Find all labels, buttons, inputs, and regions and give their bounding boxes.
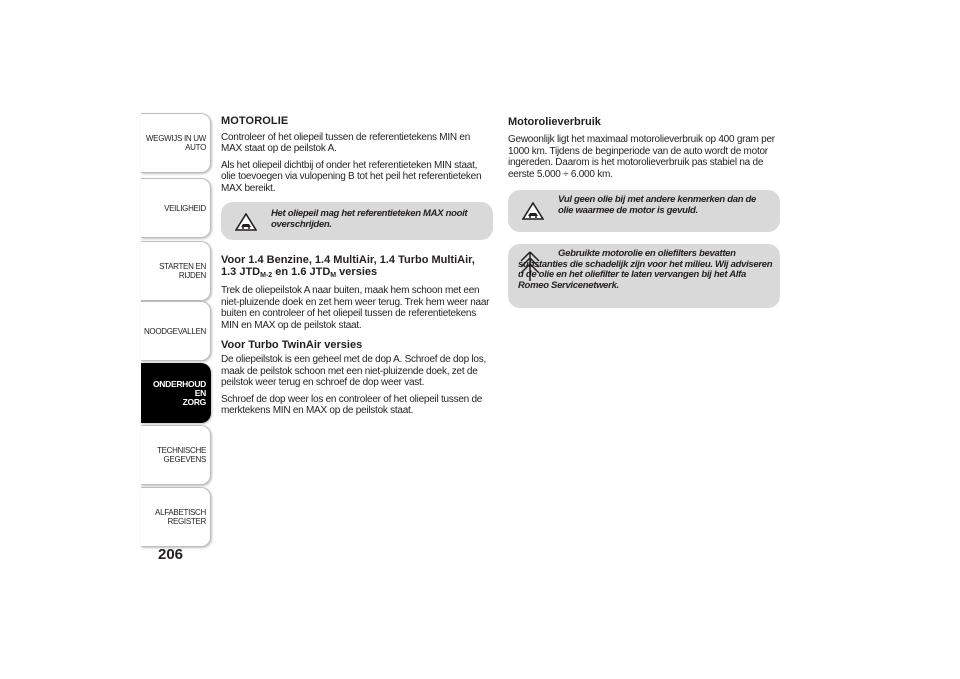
tab-label: VEILIGHEID bbox=[164, 203, 206, 213]
tab-label-line2: AUTO bbox=[185, 143, 206, 152]
tab-noodgevallen[interactable] bbox=[141, 301, 211, 361]
tab-starten-en-rijden[interactable] bbox=[141, 241, 211, 301]
tab-onderhoud-en-zorg[interactable] bbox=[141, 363, 211, 423]
tab-label: NOODGEVALLEN bbox=[143, 326, 206, 336]
tab-label-line1: ONDERHOUD EN bbox=[152, 378, 206, 398]
tab-wegwijs[interactable] bbox=[141, 113, 211, 173]
warning-car-icon bbox=[522, 202, 544, 220]
tab-label bbox=[141, 380, 206, 407]
environment-text: Gebruikte motorolie en oliefilters bevatten substanties die schadelijk zijn voor het milieu. Wij adviseren u de olie en het oliefilter te laten vervangen bij het Alfa Romeo Servicenetwerk. bbox=[518, 248, 773, 291]
tab-label-line2: REGISTER bbox=[167, 517, 206, 526]
subheading bbox=[221, 254, 493, 282]
paragraph: Trek de oliepeilstok A naar buiten, maak hem schoon met een niet-pluizende doek en zet hem weer terug. Trek hem weer naar buiten en controleer of het oliepeil tussen de referentietekens MIN en MAX op de peilstok staat. bbox=[221, 285, 490, 331]
subheading-part: versies bbox=[336, 266, 378, 278]
warning-text: Het oliepeil mag het referentieteken MAX nooit overschrijden. bbox=[271, 208, 468, 230]
subheading: Voor Turbo TwinAir versies bbox=[221, 339, 363, 351]
paragraph: Schroef de dop weer los en controleer of het oliepeil tussen de merktekens MIN en MAX op de peilstok staat. bbox=[221, 393, 483, 416]
tab-label bbox=[146, 134, 206, 152]
paragraph: Gewoonlijk ligt het maximaal motorolieverbruik op 400 gram per 1000 km. Tijdens de beginperiode van de auto wordt de motor ingereden. Daarom is het motorolieverbruik pas stabiel na de eerste 5.000 ÷ 6.000 km. bbox=[508, 134, 775, 180]
warning-car-icon bbox=[235, 213, 257, 231]
tab-alfabetisch-register[interactable] bbox=[141, 487, 211, 547]
warning-text: Vul geen olie bij met andere kenmerken dan de olie waarmee de motor is gevuld. bbox=[558, 194, 757, 216]
subheading-part: 1.3 JTD bbox=[221, 266, 261, 278]
subscript: M-2 bbox=[260, 272, 273, 279]
page-number: 206 bbox=[158, 546, 184, 563]
section-heading: MOTOROLIE bbox=[221, 115, 289, 127]
right-column bbox=[508, 116, 780, 308]
subheading-part: Voor 1.4 Benzine, 1.4 MultiAir, 1.4 Turbo MultiAir, bbox=[221, 254, 475, 266]
paragraph: Controleer of het oliepeil tussen de referentietekens MIN en MAX staat op de peilstok A. bbox=[221, 131, 471, 154]
tab-label-line1: ALFABETISCH bbox=[155, 508, 206, 517]
tab-label: STARTEN EN RIJDEN bbox=[159, 262, 206, 280]
tab-technische-gegevens[interactable] bbox=[141, 425, 211, 485]
subscript: M bbox=[330, 272, 337, 279]
environment-note-box bbox=[508, 244, 780, 308]
tab-label bbox=[155, 508, 206, 526]
tab-veiligheid[interactable] bbox=[141, 178, 211, 238]
left-column bbox=[221, 116, 493, 422]
subheading-part: en 1.6 JTD bbox=[272, 266, 331, 278]
warning-box bbox=[508, 190, 780, 232]
paragraph: Als het oliepeil dichtbij of onder het referentieteken MIN staat, olie toevoegen via vulopening B tot het peil het referentieteken MAX bereikt. bbox=[221, 159, 482, 194]
tab-label-line2: ZORG bbox=[182, 396, 206, 407]
tab-label-line1: WEGWIJS IN UW bbox=[145, 134, 206, 143]
tab-label bbox=[157, 446, 206, 464]
paragraph: De oliepeilstok is een geheel met de dop A. Schroef de dop los, maak de peilstok schoon met een niet-pluizende doek, zet de peilstok weer terug en schroef de dop weer vast. bbox=[221, 354, 486, 388]
tab-label-line2: GEGEVENS bbox=[163, 455, 206, 464]
warning-box bbox=[221, 202, 493, 240]
tab-label-line1: TECHNISCHE bbox=[156, 446, 206, 455]
section-heading: Motorolieverbruik bbox=[508, 116, 601, 128]
